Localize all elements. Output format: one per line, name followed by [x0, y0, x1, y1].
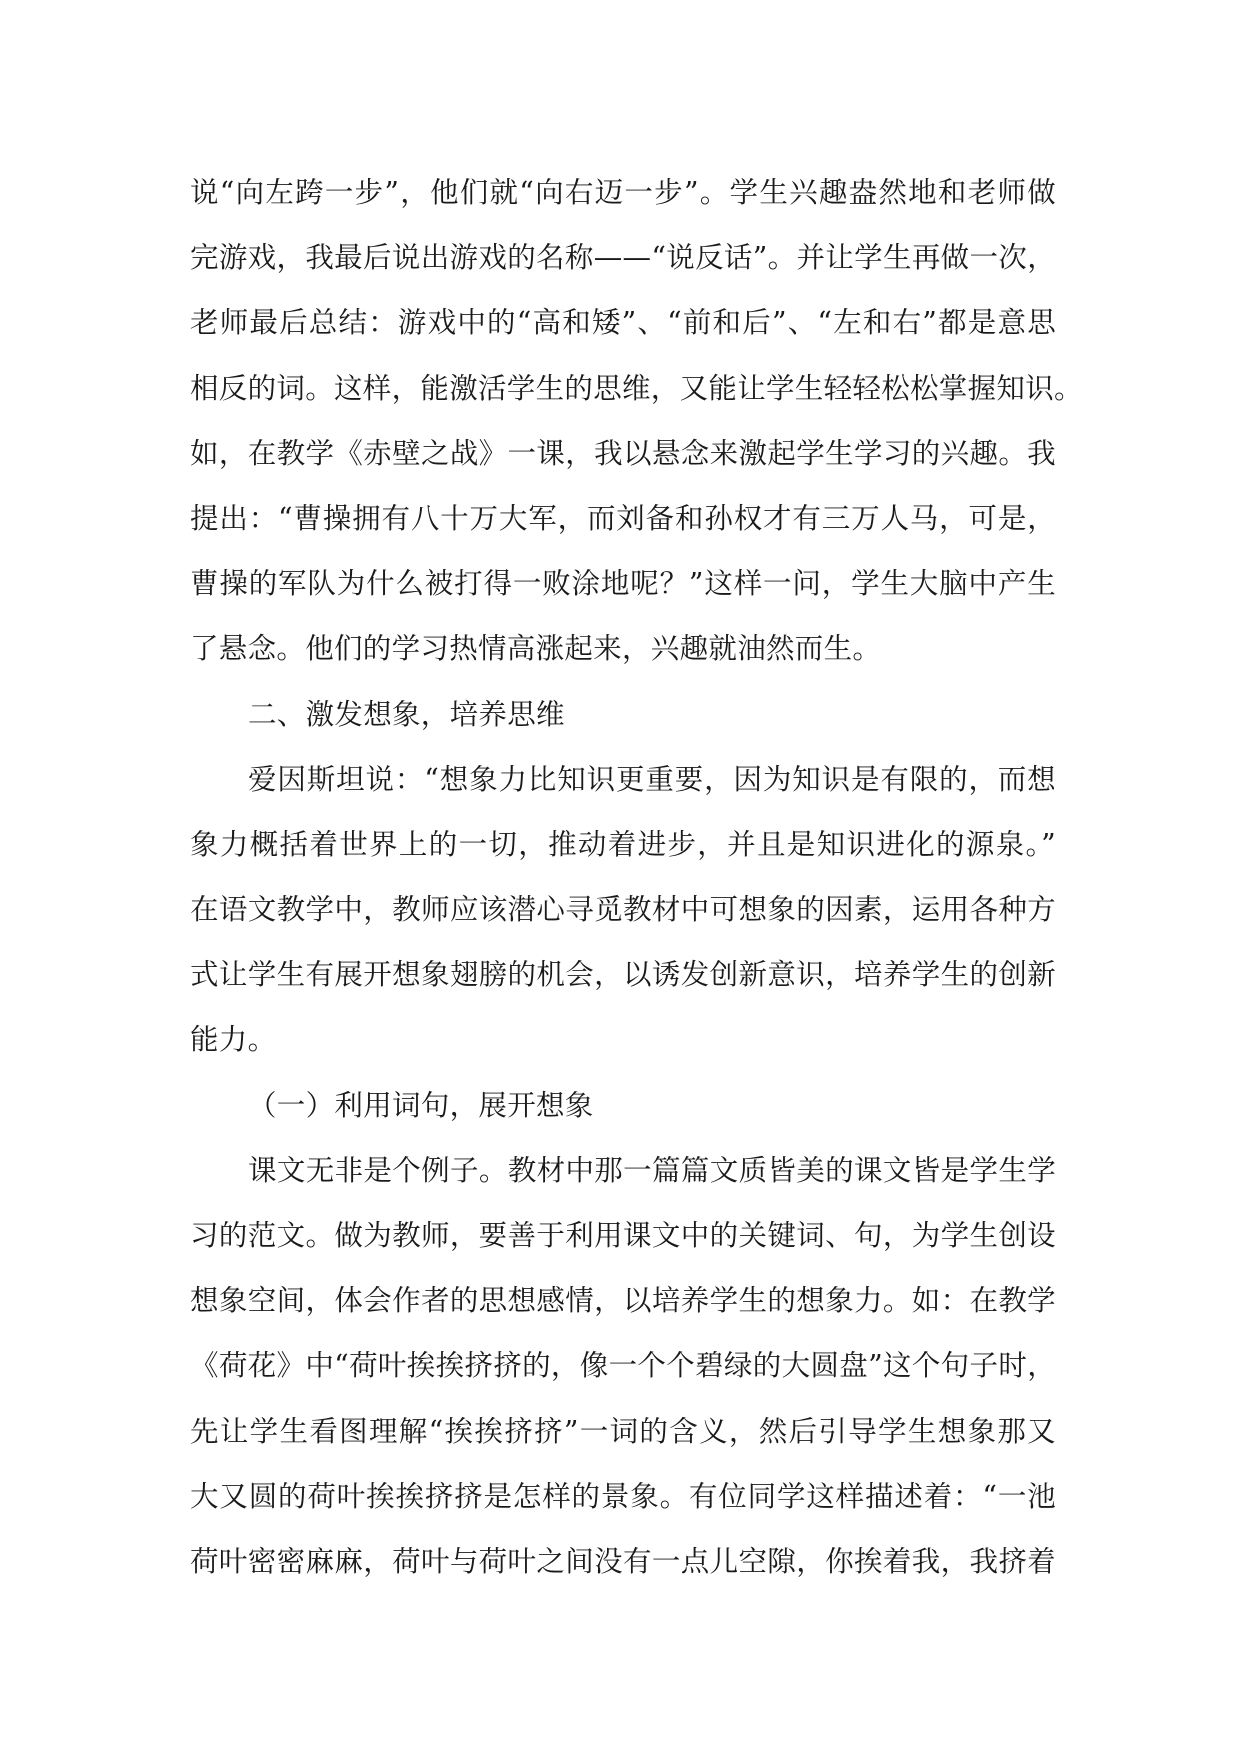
text-line: 提出：“曹操拥有八十万大军，而刘备和孙权才有三万人马，可是， — [190, 501, 1056, 535]
text-line: 曹操的军队为什么被打得一败涂地呢？”这样一问，学生大脑中产生 — [190, 567, 1056, 601]
text-line: 荷叶密密麻麻，荷叶与荷叶之间没有一点儿空隙，你挨着我，我挤着 — [190, 1544, 1056, 1578]
text-line: 老师最后总结：游戏中的“高和矮”、“前和后”、“左和右”都是意思 — [190, 306, 1056, 340]
text-line: 想象空间，体会作者的思想感情，以培养学生的想象力。如：在教学 — [190, 1284, 1056, 1318]
text-line: （一）利用词句，展开想象 — [248, 1088, 594, 1122]
text-line: 课文无非是个例子。教材中那一篇篇文质皆美的课文皆是学生学 — [248, 1153, 1056, 1187]
text-line: 式让学生有展开想象翅膀的机会，以诱发创新意识，培养学生的创新 — [190, 958, 1056, 992]
text-line: 象力概括着世界上的一切，推动着进步，并且是知识进化的源泉。” — [190, 827, 1056, 861]
text-line: 二、激发想象，培养思维 — [248, 697, 565, 731]
text-line: 习的范文。做为教师，要善于利用课文中的关键词、句，为学生创设 — [190, 1219, 1056, 1252]
text-line: 说“向左跨一步”，他们就“向右迈一步”。学生兴趣盎然地和老师做 — [190, 176, 1056, 209]
text-line: 能力。 — [190, 1023, 277, 1057]
text-line: 了悬念。他们的学习热情高涨起来，兴趣就油然而生。 — [190, 632, 882, 666]
document-page — [190, 160, 1083, 1594]
text-line: 先让学生看图理解“挨挨挤挤”一词的含义，然后引导学生想象那又 — [190, 1414, 1056, 1448]
text-line: 大又圆的荷叶挨挨挤挤是怎样的景象。有位同学这样描述着：“一池 — [190, 1479, 1056, 1513]
text-line: 爱因斯坦说：“想象力比知识更重要，因为知识是有限的，而想 — [248, 762, 1056, 796]
text-line: 如，在教学《赤壁之战》一课，我以悬念来激起学生学习的兴趣。我 — [190, 436, 1056, 470]
text-line: 相反的词。这样，能激活学生的思维，又能让学生轻轻松松掌握知识。 — [190, 371, 1083, 405]
text-line: 完游戏，我最后说出游戏的名称——“说反话”。并让学生再做一次， — [190, 241, 1056, 275]
text-line: 《荷花》中“荷叶挨挨挤挤的，像一个个碧绿的大圆盘”这个句子时， — [190, 1349, 1056, 1383]
text-line: 在语文教学中，教师应该潜心寻觅教材中可想象的因素，运用各种方 — [190, 893, 1056, 927]
